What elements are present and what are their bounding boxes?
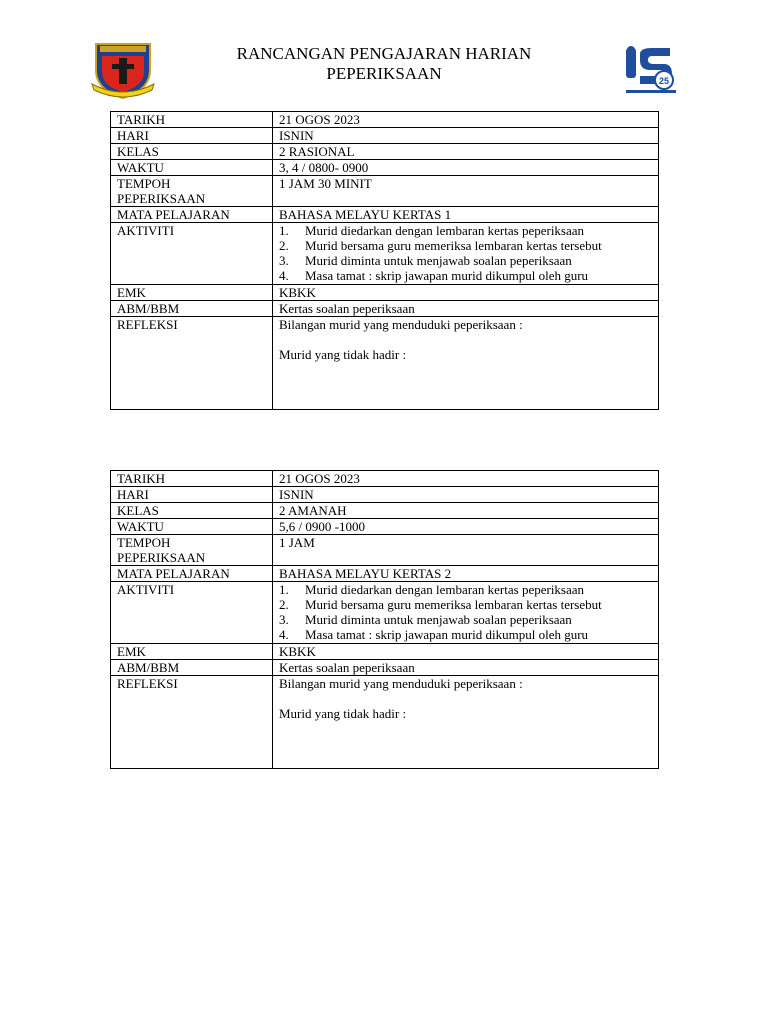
list-item-number: 4. [279,268,289,283]
list-item-number: 3. [279,253,289,268]
title-line-1: RANCANGAN PENGAJARAN HARIAN [236,44,532,63]
value-waktu: 5,6 / 0900 -1000 [273,519,659,535]
label-tempoh [111,176,273,207]
list-item [279,597,652,612]
label-aktiviti: AKTIVITI [111,223,273,285]
value-aktiviti [273,223,659,285]
value-emk: KBKK [273,644,659,660]
label-hari: HARI [111,128,273,144]
anniversary-25-logo-icon [624,44,678,96]
value-waktu: 3, 4 / 0800- 0900 [273,160,659,176]
list-item [279,253,652,268]
value-tempoh: 1 JAM 30 MINIT [273,176,659,207]
label-kelas: KELAS [111,144,273,160]
value-mata-pelajaran: BAHASA MELAYU KERTAS 2 [273,566,659,582]
value-tarikh: 21 OGOS 2023 [273,112,659,128]
list-item-number: 1. [279,223,289,238]
label-tempoh-line1: TEMPOH [117,535,171,550]
label-tempoh [111,535,273,566]
value-kelas: 2 RASIONAL [273,144,659,160]
list-item [279,238,652,253]
list-item [279,268,652,283]
value-abm: Kertas soalan peperiksaan [273,301,659,317]
list-item-number: 2. [279,597,289,612]
label-hari: HARI [111,487,273,503]
list-item-text: Murid diedarkan dengan lembaran kertas peperiksaan [305,223,585,238]
label-refleksi: REFLEKSI [111,676,273,769]
value-tempoh: 1 JAM [273,535,659,566]
list-item-text: Masa tamat : skrip jawapan murid dikumpul oleh guru [305,268,589,283]
list-item-number: 1. [279,582,289,597]
value-hari: ISNIN [273,128,659,144]
label-abm: ABM/BBM [111,660,273,676]
value-emk: KBKK [273,285,659,301]
list-item [279,612,652,627]
label-aktiviti: AKTIVITI [111,582,273,644]
label-abm: ABM/BBM [111,301,273,317]
label-refleksi: REFLEKSI [111,317,273,410]
label-emk: EMK [111,285,273,301]
value-refleksi [273,317,659,410]
value-abm: Kertas soalan peperiksaan [273,660,659,676]
list-item-number: 2. [279,238,289,253]
aktiviti-list [279,582,652,642]
label-waktu: WAKTU [111,160,273,176]
list-item-number: 3. [279,612,289,627]
label-mata-pelajaran: MATA PELAJARAN [111,207,273,223]
refleksi-tidak-hadir: Murid yang tidak hadir : [279,706,407,721]
list-item-text: Murid diminta untuk menjawab soalan peperiksaan [305,612,572,627]
list-item [279,582,652,597]
value-tarikh: 21 OGOS 2023 [273,471,659,487]
label-tempoh-line2: PEPERIKSAAN [117,550,206,565]
refleksi-bilangan-murid: Bilangan murid yang menduduki peperiksaan : [279,676,523,691]
list-item-text: Murid diedarkan dengan lembaran kertas peperiksaan [305,582,585,597]
label-kelas: KELAS [111,503,273,519]
svg-text:25: 25 [659,76,670,86]
value-aktiviti [273,582,659,644]
school-crest-icon [90,40,156,100]
list-item-text: Murid diminta untuk menjawab soalan peperiksaan [305,253,572,268]
title-line-2: PEPERIKSAAN [326,64,442,83]
value-kelas: 2 AMANAH [273,503,659,519]
refleksi-bilangan-murid: Bilangan murid yang menduduki peperiksaan : [279,317,523,332]
list-item [279,627,652,642]
list-item [279,223,652,238]
value-hari: ISNIN [273,487,659,503]
label-tempoh-line2: PEPERIKSAAN [117,191,206,206]
list-item-text: Murid bersama guru memeriksa lembaran kertas tersebut [305,238,602,253]
list-item-number: 4. [279,627,289,642]
refleksi-tidak-hadir: Murid yang tidak hadir : [279,347,407,362]
label-waktu: WAKTU [111,519,273,535]
list-item-text: Masa tamat : skrip jawapan murid dikumpul oleh guru [305,627,589,642]
value-mata-pelajaran: BAHASA MELAYU KERTAS 1 [273,207,659,223]
lesson-plan-table-2 [110,470,659,769]
list-item-text: Murid bersama guru memeriksa lembaran kertas tersebut [305,597,602,612]
value-refleksi [273,676,659,769]
label-tempoh-line1: TEMPOH [117,176,171,191]
label-tarikh: TARIKH [111,471,273,487]
page-title [150,44,618,84]
label-tarikh: TARIKH [111,112,273,128]
label-mata-pelajaran: MATA PELAJARAN [111,566,273,582]
aktiviti-list [279,223,652,283]
lesson-plan-table-1 [110,111,659,410]
label-emk: EMK [111,644,273,660]
